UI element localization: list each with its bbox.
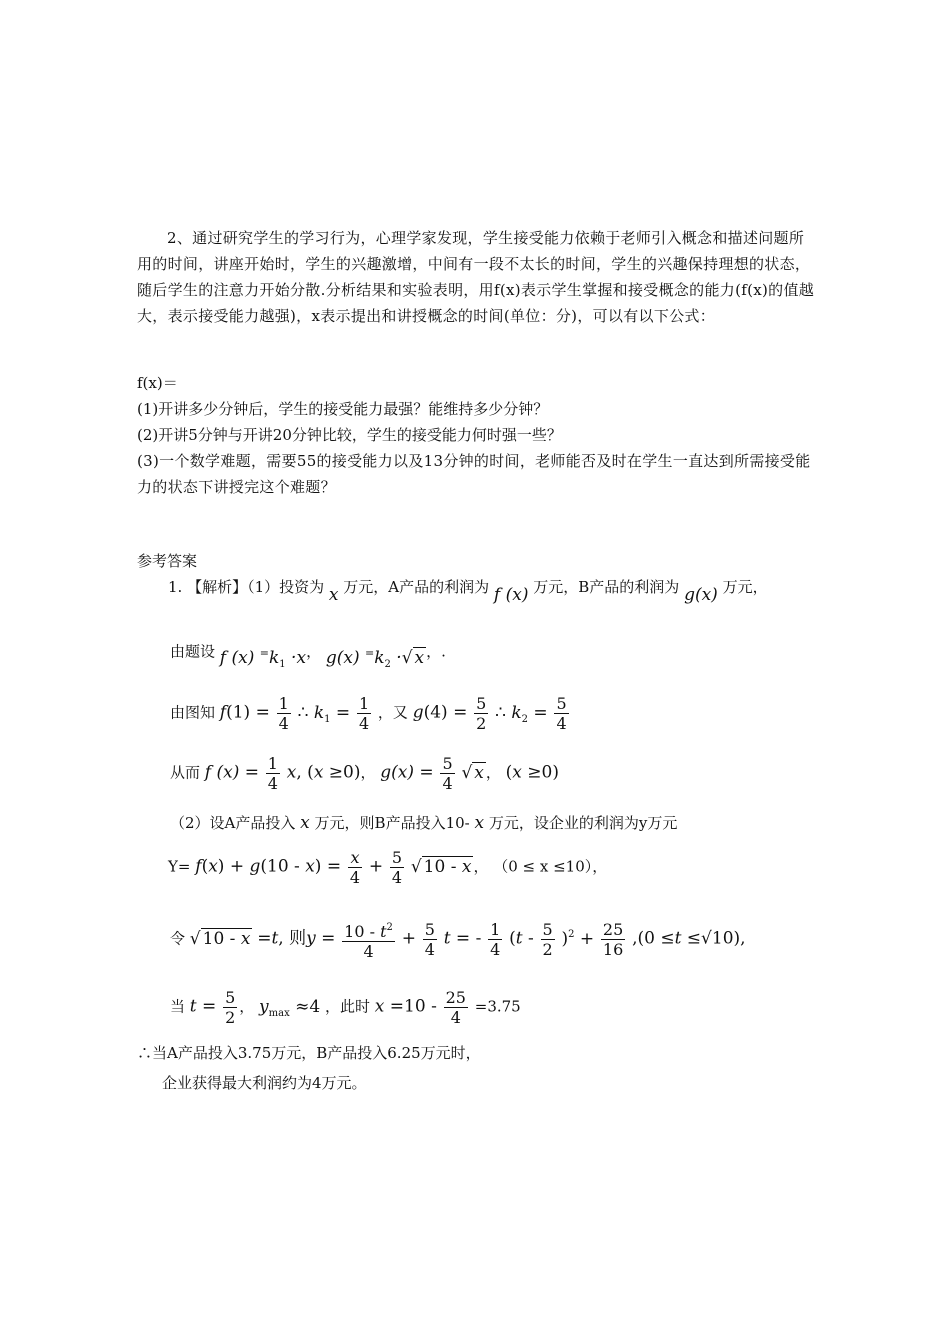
answer-line-4: 从而 f (x) = $\frac{1}{4}$ x, (x ≥0)， g(x) = $\frac{5}{4}$ √ x ， (x ≥0) [170,754,559,793]
answer-line-6: Y= f(x) + g(10 - x) = $\frac{x}{4}$ + $\frac{5}{4}$ √ 10 - x ， （0 ≤ x ≤10）， [168,848,608,887]
fraction-1-4b: $\frac{1}{4}$ [358,694,370,733]
answer-5-text-c: 万元，设企业的利润为y万元 [488,814,678,832]
answer-3-prefix: 由图知 [170,703,216,722]
math-fx: f (x) [493,585,529,605]
answer-8-mid: ，此时 [325,997,371,1016]
answer-4-prefix: 从而 [170,763,201,782]
math-fx-def: f (x) $^=k_1 \cdot x$ [219,646,307,670]
answer-1-text2: 万元，B产品的利润为 [533,578,680,596]
question-3: (3)一个数学难题，需要55的接受能力以及13分钟的时间，老师能否及时在学生一直达到所需接受能力的状态下讲授完这个难题？ [137,452,811,496]
fraction-1-4: $\frac{1}{4}$ [278,694,289,733]
conclusion-line-1: ∴当A产品投入3.75万元，B产品投入6.25万元时， [137,1044,481,1062]
answer-6-range: （0 ≤ x ≤10）， [493,857,608,876]
math-gx: g(x) [684,585,718,605]
fraction-5-4: $\frac{5}{4}$ [556,694,567,733]
math-f1: f [219,702,227,723]
answer-8-value: =3.75 [474,997,521,1016]
question-1: (1)开讲多少分钟后，学生的接受能力最强？能维持多少分钟？ [137,400,549,418]
answer-1-label: 1. 【解析】（1）投资为 [168,578,325,596]
answers-heading: 参考答案 [137,552,198,570]
answer-1-text3: 万元， [722,578,768,596]
answer-line-1 [168,576,768,605]
problem-2-intro: 2、通过研究学生的学习行为，心理学家发现，学生接受能力依赖于老师引入概念和描述问题所用的时间，讲座开始时，学生的兴趣激增，中间有一段不太长的时间，学生的兴趣保持理想的状态，随后学生的注意力开始分散.分析结果和实验表明，用f(x)表示学生掌握和接受概念的能力(f(x)的值越大，表示接受能力越强)，x表示提出和讲授概念的时间(单位：分)，可以有以下公式： [137,229,815,325]
formula-label: f(x)＝ [137,374,178,392]
answer-line-2: 由题设 f (x) $^=k_1 \cdot x$， g(x) $^=k_2$ ·√ x ，. [170,642,446,670]
answer-2-prefix: 由题设 [170,642,216,661]
answer-3-mid: ，又 [377,703,408,722]
math-gx-def: g(x) $^=k_2$ ·√ x [325,646,425,670]
answer-line-3: 由图知 f(1) = $\frac{1}{4}$ ∴ $k_1$ = $\frac{1}{4}$ ，又 g(4) = $\frac{5}{2}$ ∴ $k_2$ = $\frac{5}{4}$ [170,694,567,733]
answer-6-prefix: Y= [168,857,191,876]
question-2: (2)开讲5分钟与开讲20分钟比较，学生的接受能力何时强一些？ [137,426,562,444]
fraction-5-2: $\frac{5}{2}$ [476,694,487,733]
answer-5-text-a: （2）设A产品投入 [170,814,296,832]
answer-7-prefix: 令 [170,929,186,948]
answer-1-text1: 万元，A产品的利润为 [343,578,490,596]
answer-line-5: （2）设A产品投入 x 万元，则B产品投入10- x 万元，设企业的利润为y万元 [170,813,678,833]
answer-5-text-b: 万元，则B产品投入10- [314,814,470,832]
answer-line-7: 令 √ 10 - x =t, 则y = $\frac{10 - t^2}{4}$ + $\frac{5}{4}$ t = - $\frac{1}{4}$ (t - $\frac{5}{2}$ )$^2$ + $\frac{25}{16}$ ,(0 ≤t ≤√10), [170,920,746,961]
answer-8-prefix: 当 [170,997,186,1016]
math-x: x [328,585,339,605]
conclusion-line-2: 企业获得最大利润约为4万元。 [162,1074,367,1092]
answer-line-8: 当 t = $\frac{5}{2}$ ， $y_{max} \approx 4$ ，此时 x =10 - $\frac{25}{4}$ =3.75 [170,988,521,1027]
